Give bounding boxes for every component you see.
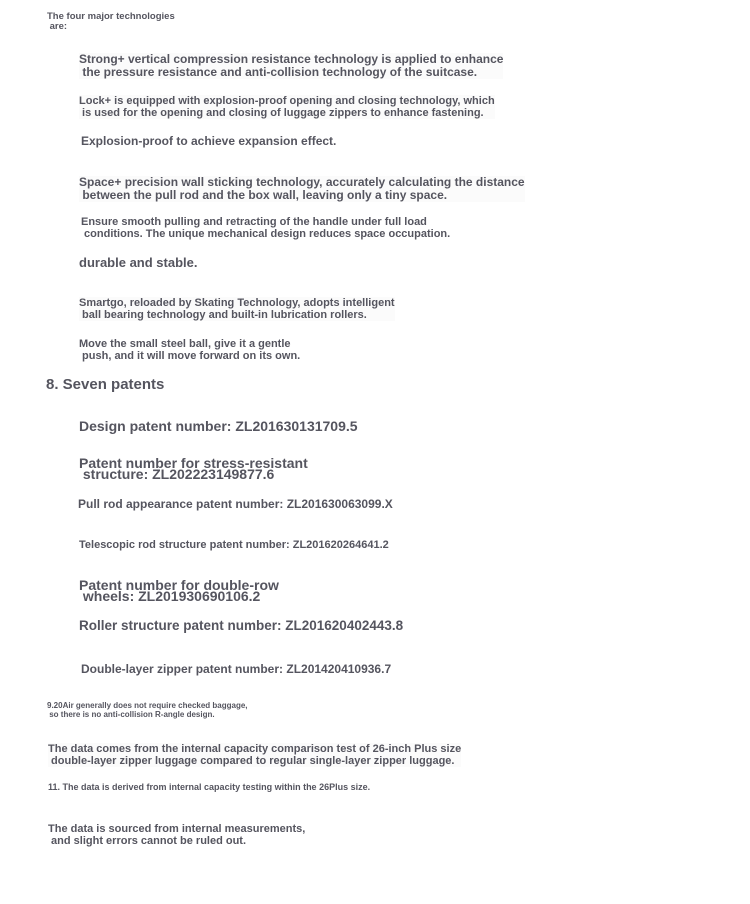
patent-item: Pull rod appearance patent number: ZL201630063099.X — [78, 497, 393, 511]
patent-item: Telescopic rod structure patent number: ZL201620264641.2 — [79, 539, 389, 551]
patent-item: Patent number for double-row wheels: ZL201930690106.2 — [79, 577, 279, 604]
technology-item: Strong+ vertical compression resistance technology is applied to enhance the pressure resistance and anti-collision technology of the suitcase. — [79, 52, 504, 80]
technology-item: Smartgo, reloaded by Skating Technology, adopts intelligent ball bearing technology and built-in lubrication rollers. — [79, 297, 395, 322]
technology-item: Explosion-proof to achieve expansion effect. — [81, 134, 337, 148]
technology-item: Space+ precision wall sticking technology, accurately calculating the distance between the pull rod and the box wall, leaving only a tiny space. — [79, 175, 525, 203]
technology-item: durable and stable. — [79, 255, 198, 270]
technology-item: Lock+ is equipped with explosion-proof opening and closing technology, which is used for the opening and closing of luggage zippers to enhance fastening. — [79, 95, 495, 120]
patent-item: Design patent number: ZL201630131709.5 — [79, 418, 358, 434]
patent-item: Patent number for stress-resistant structure: ZL202223149877.6 — [79, 455, 308, 482]
patent-item: Roller structure patent number: ZL201620402443.8 — [79, 618, 404, 633]
note-text: The data comes from the internal capacity comparison test of 26-inch Plus size double-layer zipper luggage compared to regular single-layer zipper luggage. — [48, 743, 462, 768]
technology-item: Move the small steel ball, give it a gentle push, and it will move forward on its own. — [79, 338, 301, 363]
patent-item: Double-layer zipper patent number: ZL201420410936.7 — [81, 662, 392, 676]
note-text: The data is sourced from internal measurements, and slight errors cannot be ruled out. — [48, 823, 306, 848]
technology-item: Ensure smooth pulling and retracting of the handle under full load conditions. The unique mechanical design reduces space occupation. — [81, 216, 451, 241]
note-text: 9.20Air generally does not require checked baggage, so there is no anti-collision R-angle design. — [47, 701, 248, 719]
note-text: 11. The data is derived from internal capacity testing within the 26Plus size. — [48, 782, 371, 792]
patents-heading: 8. Seven patents — [46, 376, 165, 393]
intro-text: The four major technologies are: — [47, 11, 175, 33]
